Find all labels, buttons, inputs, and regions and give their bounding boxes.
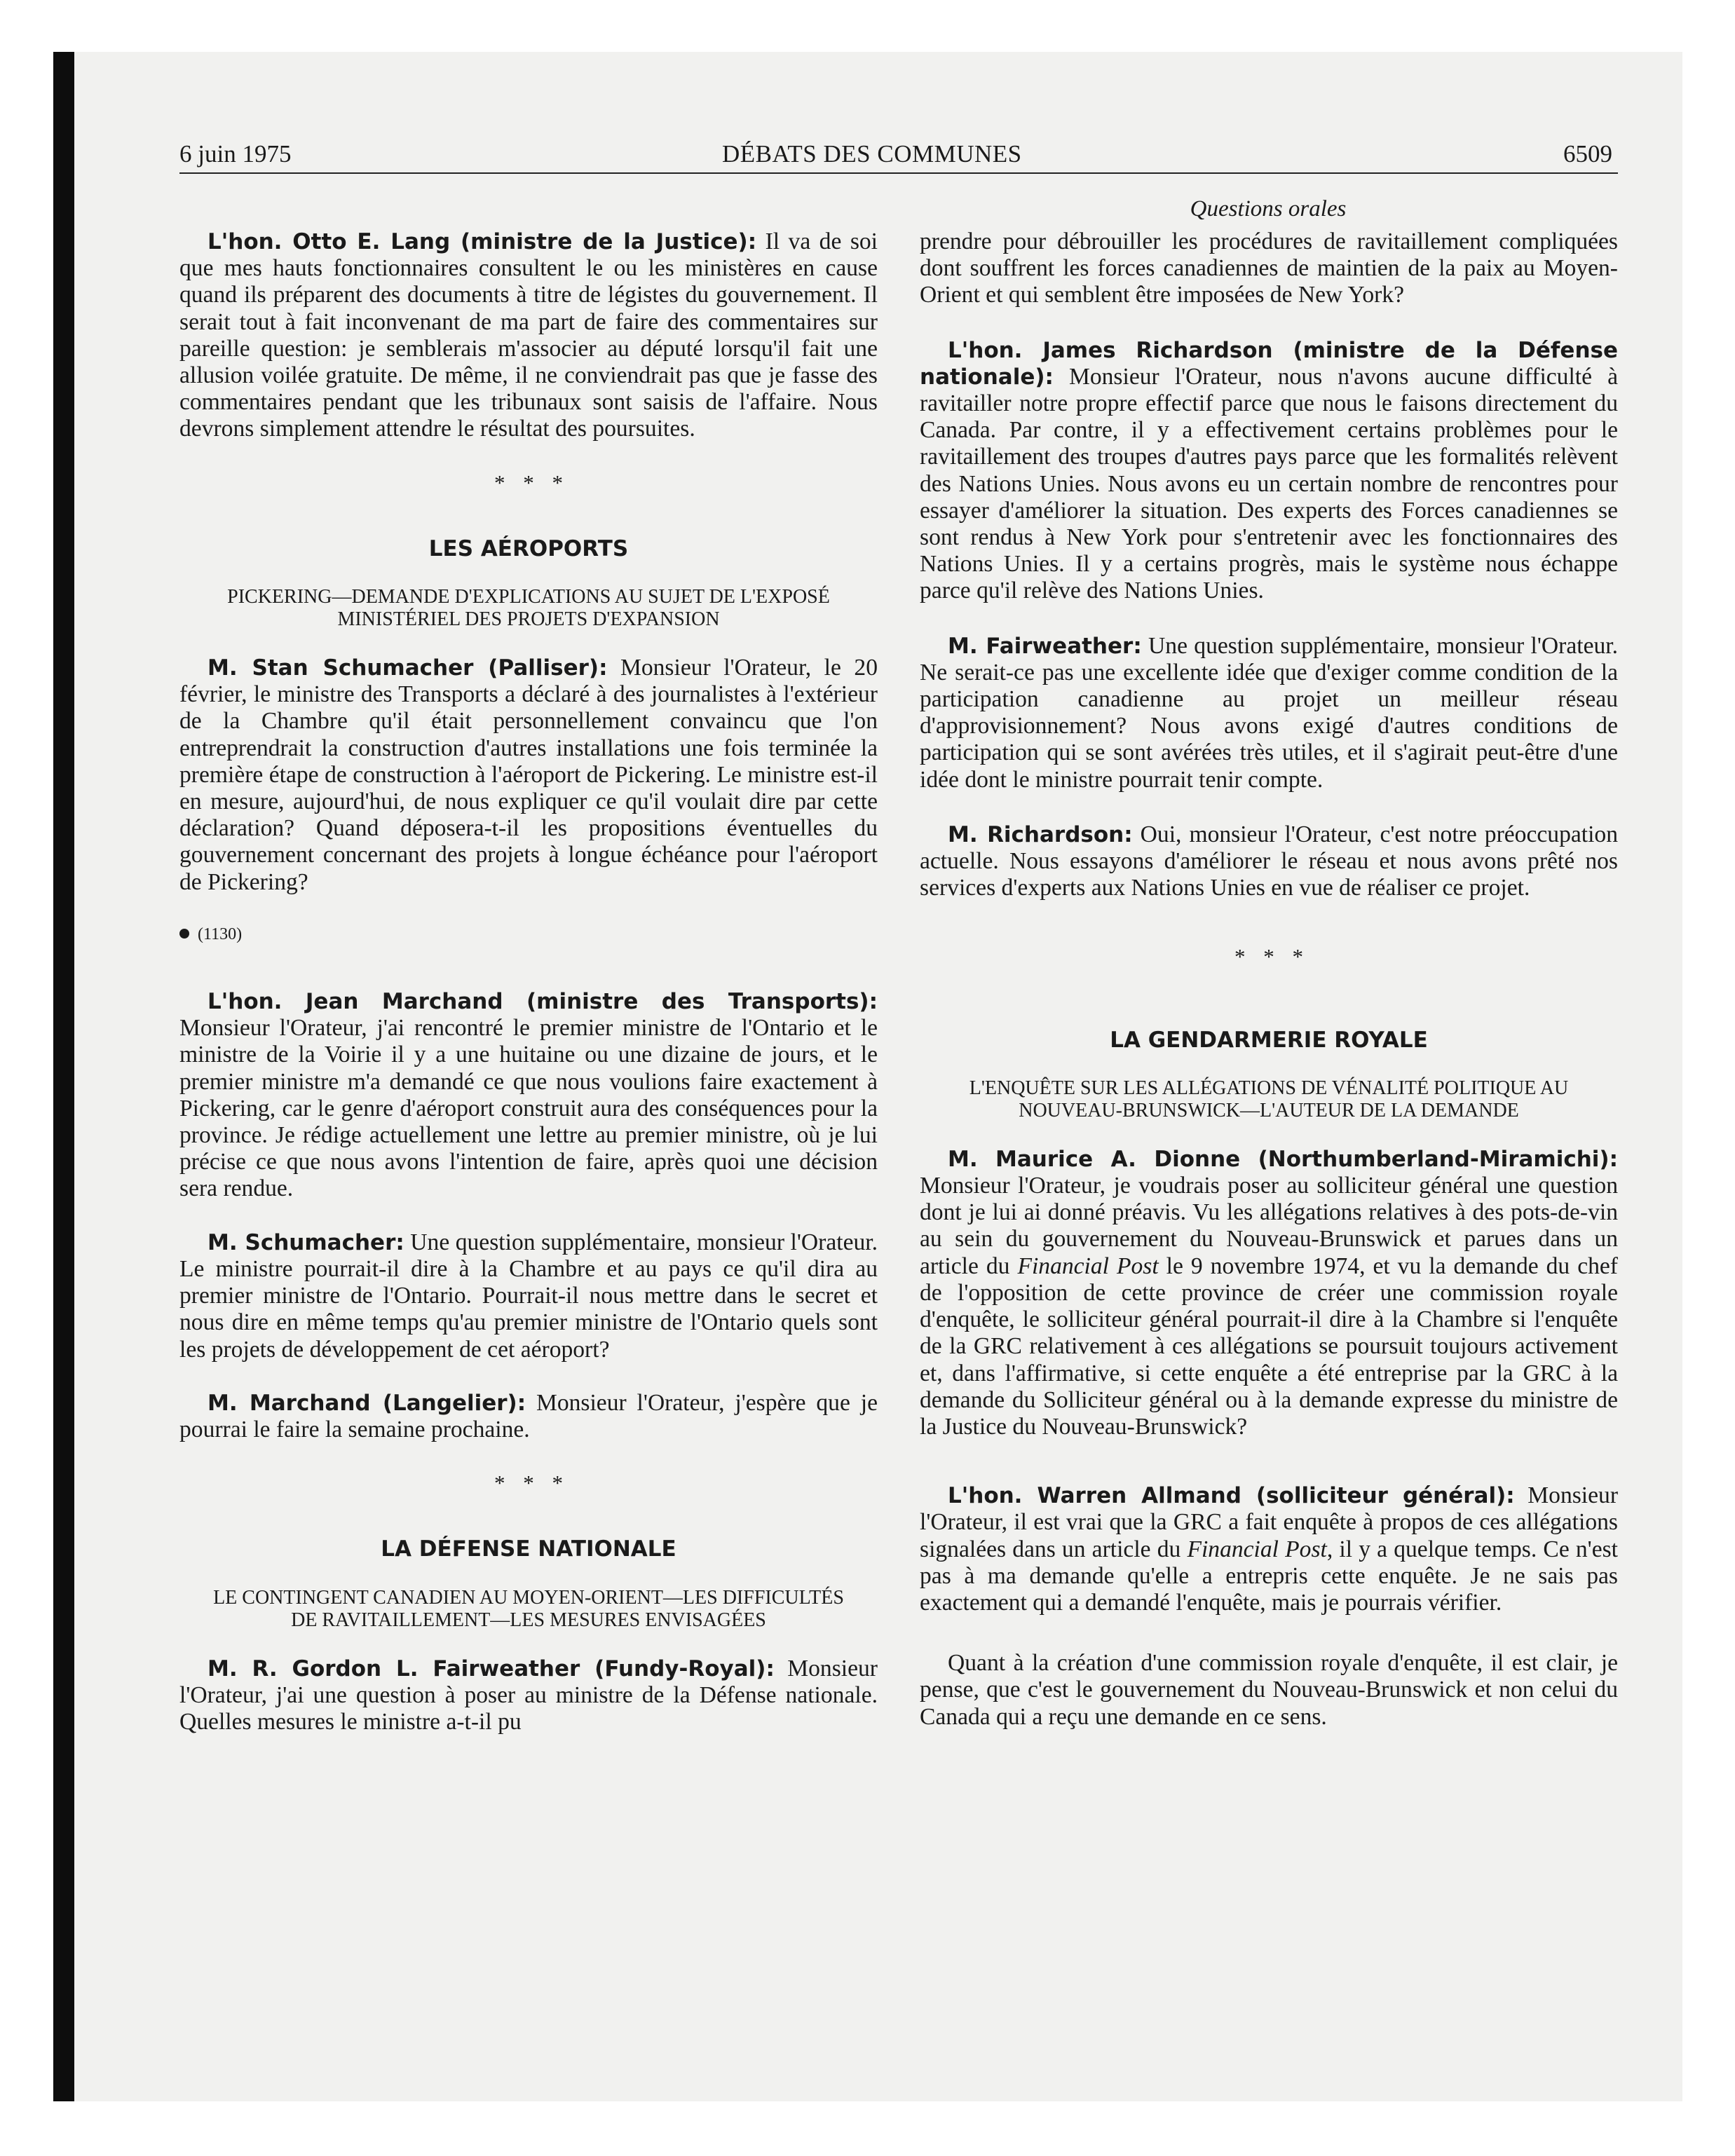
subheading: PICKERING—DEMANDE D'EXPLICATIONS AU SUJET DE L'EXPOSÉ MINISTÉRIEL DES PROJETS D'EXPANSION <box>227 586 830 631</box>
paragraph: M. Stan Schumacher (Palliser): Monsieur l'Orateur, le 20 février, le ministre des Transports a déclaré à des journalistes à l'extérieur de la Chambre qu'il était personnellement convaincu que l'on entreprendrait la construction d'autres installations une fois terminée la première étape de construction à l'aéroport de Pickering. Le ministre est-il en mesure, aujourd'hui, de nous expliquer ce qu'il voulait dire par cette déclaration? Quand déposera-t-il les propositions éventuelles du gouvernement concernant des projets à longue échéance pour l'aéroport de Pickering? <box>179 655 878 895</box>
header-title: DÉBATS DES COMMUNES <box>722 140 1022 168</box>
speaker: M. Marchand (Langelier): <box>207 1390 526 1416</box>
section-heading: LA DÉFENSE NATIONALE <box>381 1536 676 1562</box>
paragraph: L'hon. James Richardson (ministre de la Défense nationale): Monsieur l'Orateur, nous n'avons aucune difficulté à ravitailler notre propre effectif parce que nous le faisons directement du Canada. Par contre, il y a effectivement certains problèmes pour le ravitaillement des troupes d'autres pays parce que les formalités relèvent des Nations Unies. Nous avons eu un certain nombre de rencontres pour essayer d'améliorer la situation. Des experts des Forces canadiennes se sont rendus à New York pour s'entretenir avec les fonctionnaires des Nations Unies. Il y a certains progrès, mais le système nous échappe parce qu'il relève des Nations Unies. <box>920 337 1618 604</box>
paragraph: L'hon. Otto E. Lang (ministre de la Justice): Il va de soi que mes hauts fonctionnaires consultent le ou les ministères en cause quand ils préparent des documents à titre de légistes du gouvernement. Il serait tout à fait inconvenant de ma part de faire des commentaires sur pareille question: je semblerais m'associer au député lorsqu'il fait une allusion voilée gratuite. De même, il ne conviendrait pas que je fasse des commentaires pendant que les tribunaux sont saisis de l'affaire. Nous devrons simplement attendre le résultat des poursuites. <box>179 228 878 442</box>
section-heading: LA GENDARMERIE ROYALE <box>1110 1027 1428 1053</box>
header-page-number: 6509 <box>1563 140 1612 168</box>
section-label: Questions orales <box>1190 196 1347 221</box>
header-date: 6 juin 1975 <box>179 140 292 168</box>
header-rule <box>179 172 1618 174</box>
paragraph: M. Schumacher: Une question supplémentaire, monsieur l'Orateur. Le ministre pourrait-il dire à la Chambre et au pays ce qu'il dira au premier ministre de l'Ontario. Pourrait-il nous mettre dans le secret et nous dire en même temps qu'au premier ministre de l'Ontario quels sont les projets de développement de cet aéroport? <box>179 1229 878 1363</box>
paragraph: prendre pour débrouiller les procédures de ravitaillement compliquées dont souffrent les forces canadiennes de maintien de la paix au Moyen-Orient et qui semblent être imposées de New York? <box>920 228 1618 308</box>
speaker: M. Stan Schumacher (Palliser): <box>207 655 608 681</box>
paragraph: M. Marchand (Langelier): Monsieur l'Orateur, j'espère que je pourrai le faire la semaine prochaine. <box>179 1389 878 1442</box>
speaker: M. Richardson: <box>948 821 1133 847</box>
speaker: L'hon. Warren Allmand (solliciteur général): <box>948 1483 1515 1509</box>
subheading: L'ENQUÊTE SUR LES ALLÉGATIONS DE VÉNALITÉ POLITIQUE AU NOUVEAU-BRUNSWICK—L'AUTEUR DE LA DEMANDE <box>969 1077 1569 1121</box>
time-marker: (1130) <box>179 921 878 948</box>
paragraph: M. Fairweather: Une question supplémentaire, monsieur l'Orateur. Ne serait-ce pas une excellente idée que d'exiger comme condition de la participation canadienne au projet un meilleur réseau d'approvisionnement? Nous avons exigé d'autres conditions de participation qui se sont avérées très utiles, et il s'agirait peut-être d'une idée dont le ministre pourrait tenir compte. <box>920 632 1618 793</box>
bullet-icon <box>179 929 189 939</box>
speaker: M. Fairweather: <box>948 633 1142 659</box>
paragraph: M. R. Gordon L. Fairweather (Fundy-Royal): Monsieur l'Orateur, j'ai une question à poser au ministre de la Défense nationale. Quelles mesures le ministre a-t-il pu <box>179 1655 878 1735</box>
speaker: M. R. Gordon L. Fairweather (Fundy-Royal): <box>207 1656 775 1681</box>
speaker: L'hon. Jean Marchand (ministre des Transports): <box>207 989 878 1015</box>
speaker: M. Maurice A. Dionne (Northumberland-Miramichi): <box>948 1146 1618 1172</box>
section-separator: * * * <box>494 470 563 495</box>
left-column <box>179 228 878 1735</box>
speaker: M. Schumacher: <box>207 1229 404 1255</box>
paragraph: Quant à la création d'une commission royale d'enquête, il est clair, je pense, que c'est le gouvernement du Nouveau-Brunswick et non celui du Canada qui a reçu une demande en ce sens. <box>920 1650 1618 1730</box>
paragraph: L'hon. Warren Allmand (solliciteur général): Monsieur l'Orateur, il est vrai que la GRC a fait enquête à propos de ces allégations signalées dans un article du Financial Post, il y a quelque temps. Ce n'est pas à ma demande qu'elle a entrepris cette enquête. Je ne sais pas exactement qui a demandé l'enquête, mais je pourrais vérifier. <box>920 1482 1619 1616</box>
scan-edge-bar <box>53 52 74 2101</box>
speaker: L'hon. James Richardson (ministre de la Défense nationale): <box>920 337 1618 390</box>
paragraph: M. Maurice A. Dionne (Northumberland-Miramichi): Monsieur l'Orateur, je voudrais poser au solliciteur général une question dont je lui ai donné préavis. Vu les allégations relatives à des pots-de-vin au sein du gouvernement du Nouveau-Brunswick et parues dans un article du Financial Post le 9 novembre 1974, et vu la demande du chef de l'opposition de cette province de créer une commission royale d'enquête, le solliciteur général pourrait-il dire à la Chambre si l'enquête de la GRC relativement à ces allégations se poursuit toujours activement et, dans l'affirmative, si cette enquête a été entreprise par la GRC à la demande du Solliciteur général ou à la demande expresse du ministre de la Justice du Nouveau-Brunswick? <box>920 1146 1618 1440</box>
section-separator: * * * <box>1234 944 1303 969</box>
paragraph: L'hon. Jean Marchand (ministre des Transports): Monsieur l'Orateur, j'ai rencontré le premier ministre de l'Ontario et le ministre de la Voirie il y a une huitaine ou une dizaine de jours, et le premier ministre m'a demandé ce que nous voulions faire exactement à Pickering, car le genre d'aéroport construit aura des conséquences pour la province. Je rédige actuellement une lettre au premier ministre, où je lui précise ce que nous avons l'intention de faire, après quoi une décision sera rendue. <box>179 989 878 1202</box>
section-heading: LES AÉROPORTS <box>428 535 629 561</box>
section-separator: * * * <box>494 1471 563 1496</box>
right-column <box>920 228 1618 1731</box>
speaker: L'hon. Otto E. Lang (ministre de la Justice): <box>207 229 757 254</box>
paragraph: M. Richardson: Oui, monsieur l'Orateur, c'est notre préoccupation actuelle. Nous essayons d'améliorer le réseau et nous avons prêté nos services d'experts aux Nations Unies en vue de réaliser ce projet. <box>920 821 1618 901</box>
subheading: LE CONTINGENT CANADIEN AU MOYEN-ORIENT—LES DIFFICULTÉS DE RAVITAILLEMENT—LES MESURES ENVISAGÉES <box>213 1586 844 1631</box>
